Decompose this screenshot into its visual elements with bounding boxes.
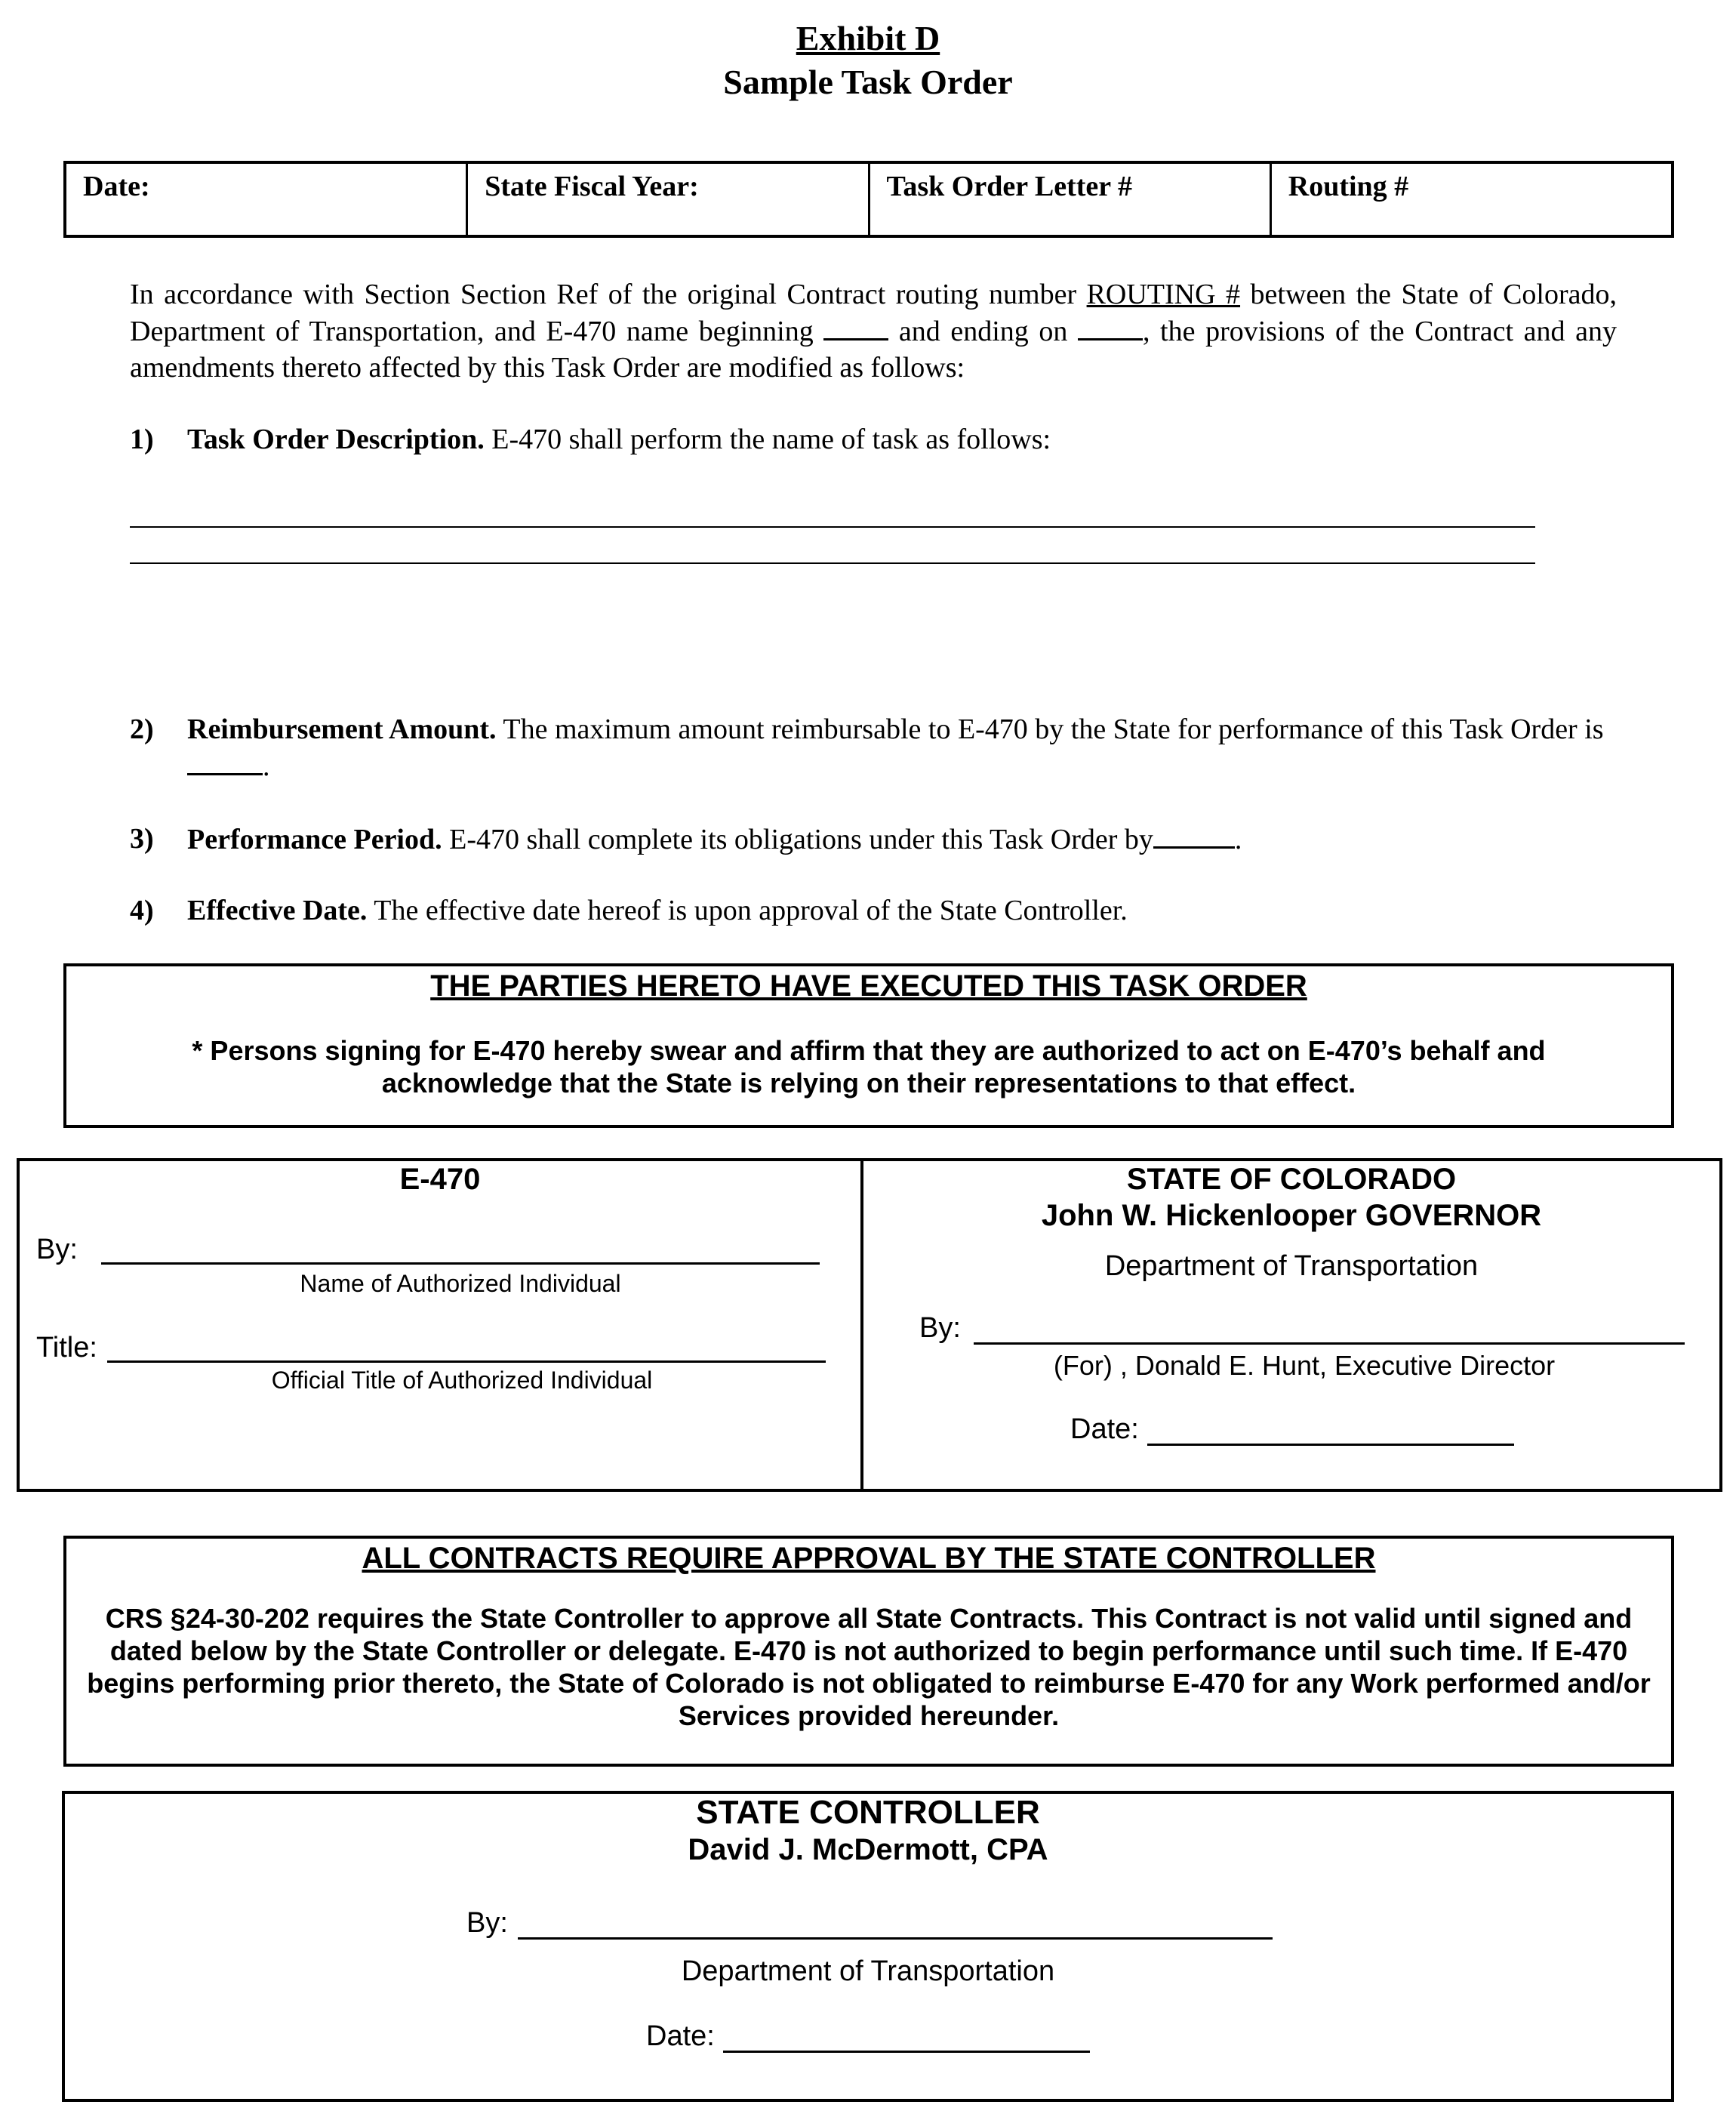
amount-blank[interactable] xyxy=(187,747,263,775)
intro-text-3: and ending on xyxy=(888,316,1078,347)
controller-heading: STATE CONTROLLER xyxy=(696,1794,1040,1831)
task-order-letter-field[interactable]: Task Order Letter # xyxy=(870,164,1272,235)
item-text: The maximum amount reimbursable to E-470 by the State for performance of this Task Order is xyxy=(496,713,1604,745)
description-line-1[interactable] xyxy=(130,526,1535,528)
item-label: Task Order Description. xyxy=(187,424,485,455)
state-signature-panel xyxy=(863,1161,1719,1489)
signature-block xyxy=(17,1158,1722,1492)
state-date-label: Date: xyxy=(1070,1413,1139,1445)
contractor-title-label: Title: xyxy=(36,1332,97,1364)
controller-date-label: Date: xyxy=(646,2020,715,2052)
intro-text-4: , the provisions of the Contract and any amendments thereto affected by this Task Order are modified as follows: xyxy=(130,316,1617,384)
governor-name: John W. Hickenlooper GOVERNOR xyxy=(1041,1199,1542,1232)
item-end: . xyxy=(263,750,270,782)
intro-text-2: between the State of Colorado, Department of Transportation, and E-470 name beginning xyxy=(130,279,1617,347)
item-text: The effective date hereof is upon approval of the State Controller. xyxy=(367,895,1128,926)
contractor-name: E-470 xyxy=(399,1163,481,1196)
executed-notice-box xyxy=(63,963,1674,1128)
item-number: 2) xyxy=(130,713,154,745)
exhibit-title: Exhibit D xyxy=(796,19,940,57)
completion-date-blank[interactable] xyxy=(1153,821,1235,849)
item-text: E-470 shall complete its obligations under this Task Order by xyxy=(442,824,1153,855)
description-line-2[interactable] xyxy=(130,562,1535,564)
approval-heading: ALL CONTRACTS REQUIRE APPROVAL BY THE STATE CONTROLLER xyxy=(362,1542,1376,1575)
item-number: 3) xyxy=(130,823,154,855)
item-number: 1) xyxy=(130,424,154,455)
fiscal-year-field[interactable]: State Fiscal Year: xyxy=(468,164,870,235)
end-date-blank[interactable] xyxy=(1078,313,1143,340)
approval-text: CRS §24-30-202 requires the State Controller to approve all State Contracts. This Contract is not valid until signed and dated below by the State Controller or delegate. E-470 is not authorized to begin performance until such time. If E-470 begins performing prior thereto, the State of Colorado is not obligated to reimburse E-470 for any Work performed and/or Services provided hereunder. xyxy=(87,1603,1651,1731)
item-task-description xyxy=(130,421,1617,458)
item-label: Effective Date. xyxy=(187,895,368,926)
routing-reference: ROUTING # xyxy=(1086,279,1241,310)
contractor-by-caption: Name of Authorized Individual xyxy=(300,1270,621,1297)
executed-text: * Persons signing for E-470 hereby swear and affirm that they are authorized to act on E-470’s behalf and acknowledge that the State is relying on their representations to that effect. xyxy=(192,1035,1546,1099)
item-effective-date xyxy=(130,892,1617,929)
date-field[interactable]: Date: xyxy=(66,164,468,235)
state-by-label: By: xyxy=(919,1312,961,1344)
item-text: E-470 shall perform the name of task as follows: xyxy=(484,424,1051,455)
controller-signature-box xyxy=(62,1791,1674,2102)
controller-approval-box xyxy=(63,1536,1674,1767)
state-department: Department of Transportation xyxy=(1104,1250,1479,1282)
controller-name: David J. McDermott, CPA xyxy=(688,1833,1048,1866)
state-heading: STATE OF COLORADO xyxy=(1126,1163,1457,1196)
item-label: Performance Period. xyxy=(187,824,442,855)
intro-paragraph xyxy=(130,276,1617,386)
state-by-caption: (For) , Donald E. Hunt, Executive Director xyxy=(1053,1350,1556,1381)
controller-signature-line[interactable] xyxy=(518,1937,1273,1940)
document-subtitle: Sample Task Order xyxy=(723,63,1013,101)
routing-number-field[interactable]: Routing # xyxy=(1288,171,1409,202)
controller-by-label: By: xyxy=(466,1907,508,1939)
item-label: Reimbursement Amount. xyxy=(187,713,497,745)
contractor-by-label: By: xyxy=(36,1234,78,1265)
item-end: . xyxy=(1234,824,1242,855)
controller-date-line[interactable] xyxy=(723,2051,1090,2053)
item-performance-period xyxy=(130,821,1617,858)
contractor-title-caption: Official Title of Authorized Individual xyxy=(271,1367,653,1394)
header-fields-table xyxy=(63,161,1674,238)
begin-date-blank[interactable] xyxy=(823,313,888,340)
executed-heading: THE PARTIES HERETO HAVE EXECUTED THIS TASK ORDER xyxy=(430,969,1307,1003)
contractor-signature-panel xyxy=(20,1161,863,1489)
document-title xyxy=(0,17,1736,104)
state-signature-line[interactable] xyxy=(974,1342,1685,1345)
state-date-line[interactable] xyxy=(1147,1444,1514,1446)
contractor-title-line[interactable] xyxy=(107,1360,826,1363)
contractor-signature-line[interactable] xyxy=(101,1262,820,1265)
intro-text-1: In accordance with Section Section Ref of the original Contract routing number xyxy=(130,279,1087,310)
item-number: 4) xyxy=(130,895,154,926)
item-reimbursement-amount xyxy=(130,711,1617,784)
controller-department: Department of Transportation xyxy=(681,1955,1055,1987)
